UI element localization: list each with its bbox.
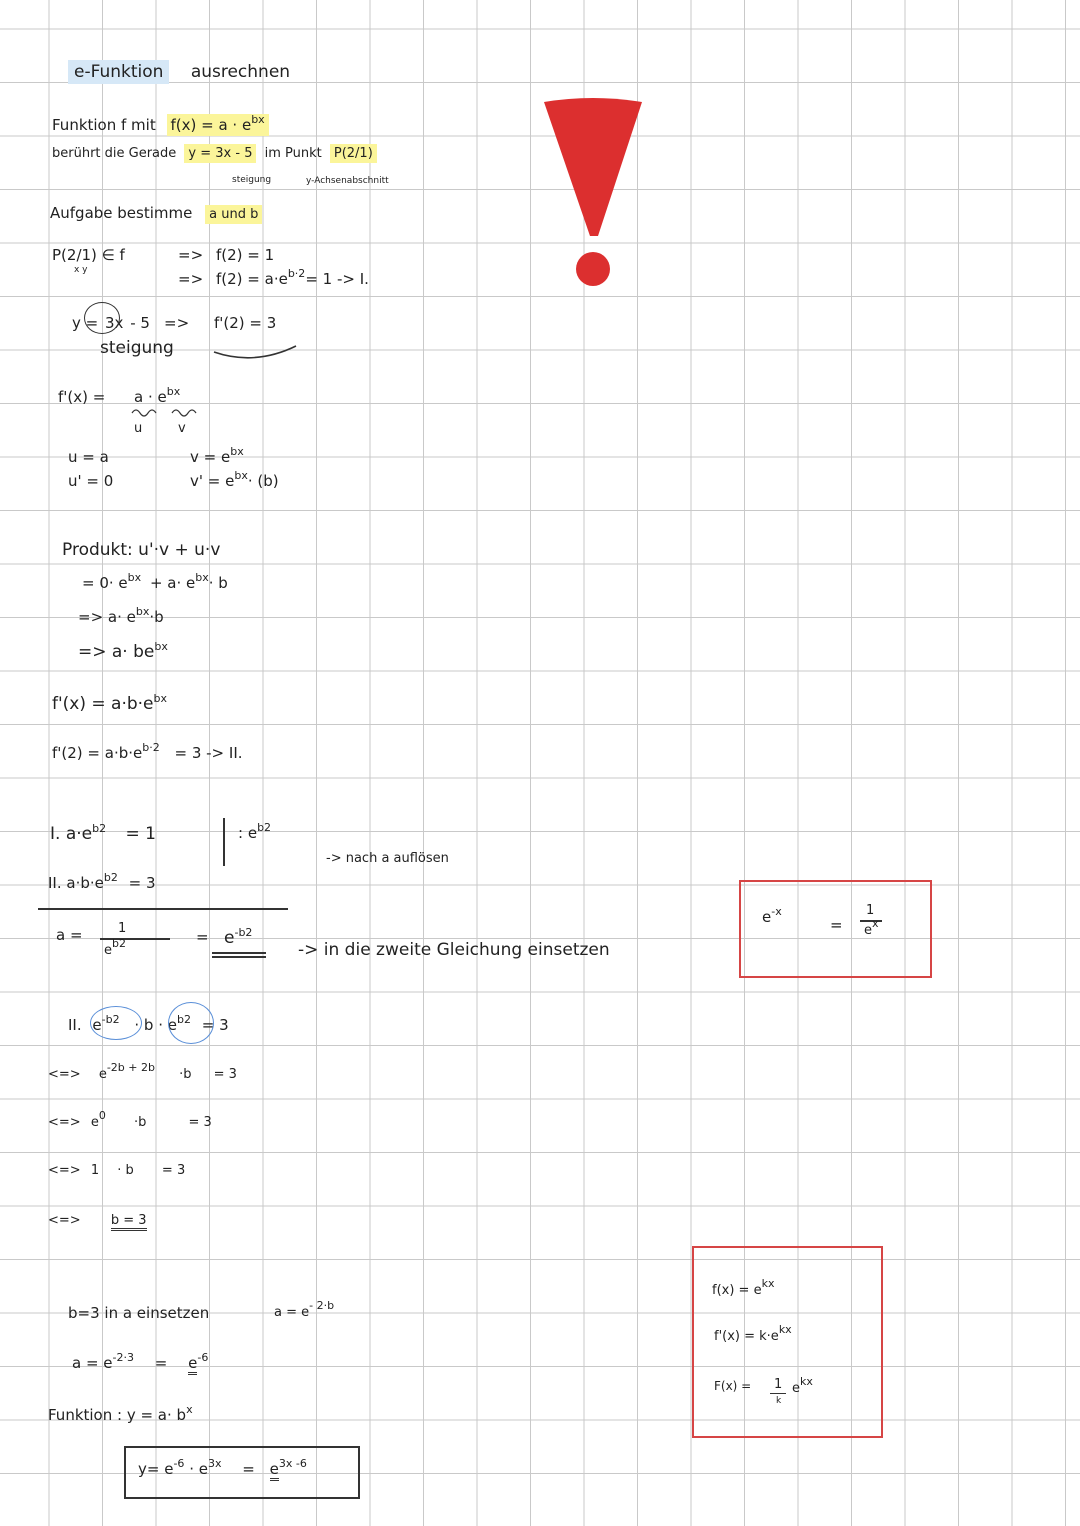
fprime-result: $f'(x) = a\cdot b\cdot e^{bx}$	[52, 692, 168, 714]
a-result-underline-2	[212, 956, 266, 958]
fprime2-result: $f'(2) = a\cdot b\cdot e^{b\cdot 2} = 3$ -> II.	[52, 741, 243, 762]
a-eq-sign: =	[196, 928, 209, 946]
u-prime-equation: u' = 0	[68, 472, 114, 490]
line-highlight: y = 3x - 5	[184, 144, 256, 163]
circle-e-plus	[168, 1002, 214, 1044]
fprime-2-eq: f'(2) = 3	[214, 314, 277, 332]
fprime-x-label: f'(x) =	[58, 388, 106, 406]
function-label: Funktion : $y = a\cdot b^x$	[48, 1403, 193, 1424]
point-in-f: P(2/1) ∈ f	[52, 246, 125, 264]
task-highlight: a und b	[205, 205, 262, 224]
solve-line-1: II. $e^{-b2} \cdot b \cdot e^{b2} = 3$	[68, 1013, 229, 1034]
a-lhs: a =	[56, 926, 83, 944]
task-line-3: Aufgabe bestimme a und b	[50, 206, 262, 221]
product-rule-label: Produkt: u'·v + u·v	[62, 540, 221, 560]
a-result-underline-1	[212, 952, 266, 954]
product-line-1: = $0\cdot e^{bx} + a\cdot e^{bx}\cdot b$	[82, 571, 228, 592]
rule-f: $f(x) = e^{kx}$	[712, 1277, 775, 1298]
solve-line-4: <=> 1 · b = 3	[48, 1163, 186, 1178]
a-result: $e^{-b2}$	[224, 926, 253, 948]
equation-I: I. $a\cdot e^{b2} = 1$	[50, 822, 156, 844]
a-calc: $a = e^{-2\cdot 3} = e^{-6}$	[72, 1356, 208, 1371]
f2-equation: f(2) = 1	[216, 246, 275, 264]
title-rest: ausrechnen	[190, 62, 291, 82]
b-result: b = 3	[111, 1213, 147, 1231]
rule-F-num: 1	[774, 1377, 783, 1392]
equation-II: II. $a\cdot b\cdot e^{b2} = 3$	[48, 871, 156, 892]
steigung-label: steigung	[100, 338, 174, 358]
slope-circle	[84, 302, 120, 334]
product-line-2: => $a\cdot e^{bx}\cdot b$	[78, 605, 164, 626]
solve-for-a-note: -> nach a auflösen	[326, 851, 449, 866]
insert-note: -> in die zweite Gleichung einsetzen	[298, 940, 610, 960]
rule-F-exp: $e^{kx}$	[792, 1375, 813, 1396]
a-formula: $a = e^{- 2\cdot b}$	[274, 1299, 335, 1320]
underline-curve	[210, 340, 310, 364]
insert-b-line: b=3 in a einsetzen	[68, 1304, 210, 1322]
divide-bar	[223, 818, 225, 866]
function-highlight: $f(x) = a \cdot e^{bx}$	[167, 114, 269, 136]
rule-F-den: k	[776, 1396, 782, 1406]
product-line-3: => $a\cdot be^{bx}$	[78, 640, 168, 662]
solve-line-2: <=> $e^{-2b + 2b} \cdot b = 3$	[48, 1061, 237, 1082]
f2-full: $f(2) = a\cdot e^{b\cdot 2}= 1 -> I$.	[216, 267, 369, 288]
system-divider	[38, 908, 288, 910]
a-e-term: $a \cdot e^{bx}$	[134, 385, 181, 406]
arrow-3: =>	[164, 314, 190, 332]
frac-numerator: 1	[118, 921, 127, 936]
slope-circled: 3x	[105, 314, 124, 332]
brace-marks	[130, 406, 210, 420]
task-line-2: berührt die Gerade y = 3x - 5 im Punkt P(2/1)	[52, 147, 377, 160]
note-steigung: steigung	[232, 175, 272, 185]
circle-e-minus	[90, 1006, 142, 1040]
task-line-1: Funktion f mit $f(x) = a \cdot e^{bx}$	[52, 118, 269, 133]
line-equation: y = 3x - 5	[72, 314, 150, 332]
point-highlight: P(2/1)	[330, 144, 377, 163]
v-mark: v	[178, 421, 186, 436]
reciprocal-den: $e^x$	[864, 917, 879, 938]
reciprocal-num: 1	[866, 903, 875, 918]
solve-line-5: <=> b = 3	[48, 1214, 147, 1227]
reciprocal-lhs: $e^{-x}$	[762, 905, 782, 926]
u-equation: u = a	[68, 448, 109, 466]
frac-line	[100, 938, 170, 940]
page-title	[68, 64, 290, 81]
final-answer: $y= e^{-6} \cdot e^{3x} = e^{3x -6}$	[138, 1462, 307, 1477]
v-prime-equation: $v' = e^{bx}\cdot (b)$	[190, 469, 279, 490]
note-achsenabschnitt: y-Achsenabschnitt	[306, 176, 389, 186]
arrow-1: =>	[178, 246, 204, 264]
rule-F-label: F(x) =	[714, 1379, 752, 1393]
rule-F-frac-line	[770, 1393, 786, 1394]
frac-denominator: $e^{b2}$	[104, 937, 126, 958]
arrow-2: =>	[178, 270, 204, 288]
reciprocal-eq: =	[830, 916, 843, 934]
solve-line-3: <=> $e^0 \cdot b = 3$	[48, 1109, 212, 1130]
rule-fprime: $f'(x) = k\cdot e^{kx}$	[714, 1323, 792, 1344]
divide-note: : $e^{b2}$	[238, 821, 272, 842]
u-mark: u	[134, 421, 143, 436]
title-highlight: e-Funktion	[68, 60, 169, 84]
xy-label: x y	[74, 265, 88, 275]
exclamation-icon	[538, 96, 648, 296]
v-equation: $v = e^{bx}$	[190, 445, 244, 466]
